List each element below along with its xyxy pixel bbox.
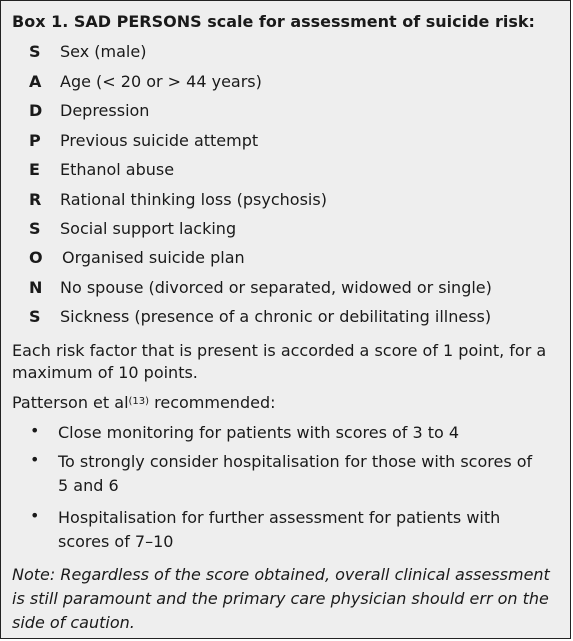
acronym-letter: S [29, 219, 41, 238]
acronym-text: No spouse (divorced or separated, widowed or single) [60, 278, 492, 297]
recommendation-text: Close monitoring for patients with scores of 3 to 4 [58, 423, 460, 442]
acronym-text: Depression [60, 101, 150, 120]
bullet-icon: • [30, 506, 40, 525]
acronym-letter: R [29, 190, 42, 209]
scoring-text: Each risk factor that is present is accorded a score of 1 point, for a maximum of 10 points. [12, 341, 547, 382]
recommendation-author: Patterson et al [12, 393, 129, 412]
acronym-letter: E [29, 160, 40, 179]
recommendation-text: To strongly consider hospitalisation for those with scores of 5 and 6 [58, 452, 533, 495]
bullet-icon: • [30, 421, 40, 440]
recommendation-text: Hospitalisation for further assessment for patients with scores of 7–10 [58, 508, 501, 551]
acronym-text: Age (< 20 or > 44 years) [60, 72, 262, 91]
acronym-text: Rational thinking loss (psychosis) [60, 190, 327, 209]
acronym-text: Social support lacking [60, 219, 237, 238]
reference-superscript: (13) [128, 396, 150, 407]
acronym-letter: A [29, 72, 42, 91]
acronym-letter: S [29, 307, 41, 326]
acronym-text: Sickness (presence of a chronic or debilitating illness) [60, 307, 492, 326]
box-title: Box 1. SAD PERSONS scale for assessment of suicide risk: [12, 12, 535, 31]
note-text: Note: Regardless of the score obtained, overall clinical assessment is still paramount and the primary care physician should err on the side of caution. [12, 565, 550, 632]
acronym-letter: D [29, 101, 43, 120]
acronym-letter: N [29, 278, 43, 297]
acronym-letter: O [29, 248, 43, 267]
recommendation-intro [12, 392, 276, 414]
bullet-icon: • [30, 450, 40, 469]
acronym-text: Organised suicide plan [62, 248, 245, 267]
acronym-letter: P [29, 131, 41, 150]
recommendation-suffix: recommended: [149, 393, 276, 412]
acronym-text: Ethanol abuse [60, 160, 175, 179]
acronym-text: Sex (male) [60, 42, 147, 61]
acronym-letter: S [29, 42, 41, 61]
acronym-text: Previous suicide attempt [60, 131, 259, 150]
